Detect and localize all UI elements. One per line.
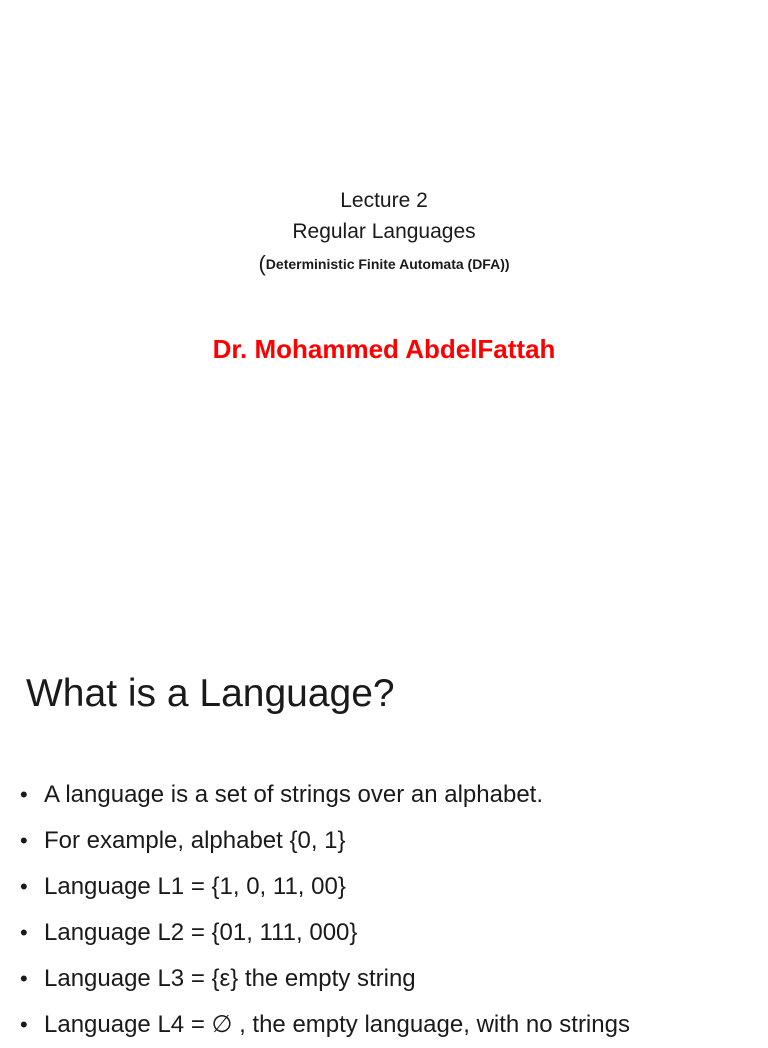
subtitle-text: Deterministic Finite Automata (DFA)) bbox=[265, 256, 510, 272]
slide-title: What is a Language? bbox=[26, 672, 395, 715]
bullet-text: A language is a set of strings over an alphabet. bbox=[44, 781, 543, 808]
bullet-item bbox=[20, 956, 630, 1002]
lecture-number: Lecture 2 bbox=[340, 189, 428, 212]
bullet-icon: • bbox=[20, 920, 28, 945]
bullet-text: For example, alphabet {0, 1} bbox=[44, 827, 346, 854]
bullet-item bbox=[20, 818, 630, 864]
bullet-text: Language L4 = ∅ , the empty language, with no strings bbox=[44, 1011, 630, 1038]
bullet-item bbox=[20, 864, 630, 910]
bullet-icon: • bbox=[20, 828, 28, 853]
bullet-text: Language L1 = {1, 0, 11, 00} bbox=[44, 873, 346, 900]
bullet-icon: • bbox=[20, 966, 28, 991]
bullet-item bbox=[20, 910, 630, 956]
bullet-item bbox=[20, 1002, 630, 1048]
author-name: Dr. Mohammed AbdelFattah bbox=[212, 334, 556, 364]
bullet-icon: • bbox=[20, 874, 28, 899]
subtitle-open-paren: ( bbox=[258, 251, 266, 276]
bullet-list bbox=[20, 772, 630, 1048]
lecture-topic: Regular Languages bbox=[292, 220, 476, 243]
lecture-subtitle bbox=[0, 250, 768, 281]
title-block bbox=[0, 186, 768, 281]
bullet-text: Language L3 = {ε} the empty string bbox=[44, 965, 416, 992]
bullet-icon: • bbox=[20, 1012, 28, 1037]
bullet-text: Language L2 = {01, 111, 000} bbox=[44, 919, 358, 946]
bullet-icon: • bbox=[20, 782, 28, 807]
language-slide bbox=[0, 620, 768, 1038]
bullet-item bbox=[20, 772, 630, 818]
